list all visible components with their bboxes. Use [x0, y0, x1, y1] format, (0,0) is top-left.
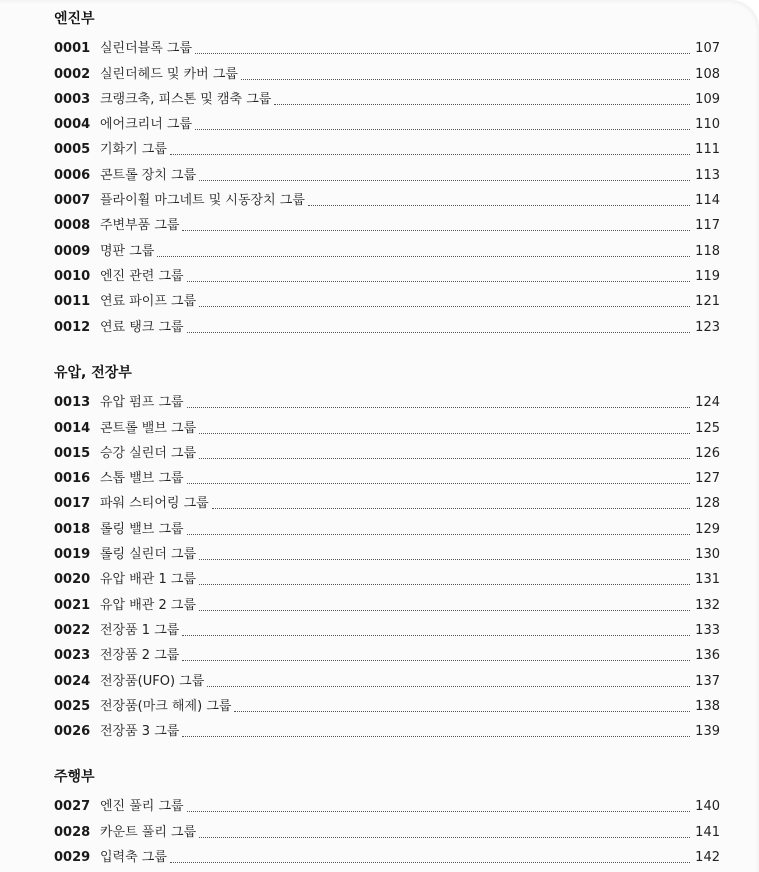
entry-label: 파워 스티어링 그룹: [100, 496, 209, 512]
toc-entry[interactable]: [54, 614, 720, 639]
entry-code: 0012: [54, 319, 91, 335]
dot-leader: [241, 78, 690, 80]
entry-code: 0025: [54, 698, 91, 714]
entry-page-number: 118: [695, 243, 720, 259]
entry-code: 0017: [54, 496, 91, 512]
dot-leader: [195, 52, 690, 54]
dot-leader: [274, 103, 690, 105]
dot-leader: [199, 179, 690, 181]
entry-label: 엔진 풀리 그룹: [100, 799, 184, 815]
entry-code: 0003: [54, 91, 91, 107]
dot-leader: [199, 457, 690, 459]
entry-code: 0023: [54, 648, 91, 664]
entry-label: 실린더블록 그룹: [100, 41, 193, 57]
toc-entry[interactable]: [54, 83, 720, 108]
entry-label: 연료 탱크 그룹: [100, 319, 184, 335]
entry-code: 0019: [54, 547, 91, 563]
entry-code: 0015: [54, 445, 91, 461]
entry-code: 0007: [54, 193, 91, 209]
entry-code: 0006: [54, 167, 91, 183]
dot-leader: [170, 153, 690, 155]
section-title: 유압, 전장부: [54, 365, 132, 381]
entry-label: 연료 파이프 그룹: [100, 294, 197, 310]
entry-page-number: 119: [695, 268, 720, 284]
dot-leader: [182, 229, 690, 231]
entry-page-number: 130: [695, 547, 720, 563]
entry-page-number: 111: [695, 142, 720, 158]
entry-page-number: 121: [695, 294, 720, 310]
entry-page-number: 125: [695, 420, 720, 436]
toc-entry[interactable]: [54, 437, 720, 462]
entry-page-number: 137: [695, 673, 720, 689]
entry-page-number: 110: [695, 117, 720, 133]
entry-label: 크랭크축, 피스톤 및 캠축 그룹: [100, 91, 272, 107]
dot-leader: [187, 331, 690, 333]
entry-label: 엔진 관련 그룹: [100, 268, 184, 284]
dot-leader: [199, 432, 690, 434]
toc-entry[interactable]: [54, 133, 720, 158]
entry-label: 전장품 3 그룹: [100, 724, 180, 740]
toc-entry[interactable]: [54, 411, 720, 436]
entry-page-number: 129: [695, 521, 720, 537]
dot-leader: [199, 583, 690, 585]
toc-entry[interactable]: [54, 32, 720, 57]
entry-label: 전장품(UFO) 그룹: [100, 673, 205, 689]
entry-code: 0018: [54, 521, 91, 537]
entry-page-number: 107: [695, 41, 720, 57]
dot-leader: [170, 861, 690, 863]
toc-entry[interactable]: [54, 815, 720, 840]
entry-code: 0026: [54, 724, 91, 740]
dot-leader: [187, 280, 690, 282]
section-drive: [54, 764, 720, 866]
entry-page-number: 140: [695, 799, 720, 815]
toc-entry[interactable]: [54, 538, 720, 563]
dot-leader: [212, 507, 690, 509]
entry-label: 롤링 밸브 그룹: [100, 521, 184, 537]
toc-entry[interactable]: [54, 310, 720, 335]
dot-leader: [234, 710, 690, 712]
toc-entry[interactable]: [54, 790, 720, 815]
dot-leader: [207, 685, 690, 687]
entry-label: 명판 그룹: [100, 243, 155, 259]
entry-code: 0028: [54, 824, 91, 840]
entry-label: 실린더헤드 및 카버 그룹: [100, 66, 238, 82]
entry-page-number: 117: [695, 218, 720, 234]
entry-page-number: 132: [695, 597, 720, 613]
dot-leader: [199, 836, 690, 838]
entry-code: 0011: [54, 294, 91, 310]
entry-page-number: 113: [695, 167, 720, 183]
entry-label: 전장품(마크 해제) 그룹: [100, 698, 232, 714]
entry-page-number: 131: [695, 572, 720, 588]
entry-code: 0008: [54, 218, 91, 234]
toc-entry[interactable]: [54, 462, 720, 487]
entry-label: 롤링 실린더 그룹: [100, 547, 197, 563]
entry-page-number: 114: [695, 193, 720, 209]
toc-entry[interactable]: [54, 285, 720, 310]
entry-label: 스톱 밸브 그룹: [100, 471, 184, 487]
entry-code: 0002: [54, 66, 91, 82]
entry-label: 유압 배관 1 그룹: [100, 572, 197, 588]
toc-entry[interactable]: [54, 512, 720, 537]
entry-code: 0005: [54, 142, 91, 158]
toc-entry[interactable]: [54, 639, 720, 664]
dot-leader: [182, 735, 690, 737]
dot-leader: [187, 406, 690, 408]
entry-code: 0024: [54, 673, 91, 689]
toc-entry[interactable]: [54, 57, 720, 82]
toc-entry[interactable]: [54, 690, 720, 715]
dot-leader: [187, 533, 690, 535]
entry-code: 0004: [54, 117, 91, 133]
toc-entry[interactable]: [54, 386, 720, 411]
dot-leader: [308, 204, 690, 206]
toc-entry[interactable]: [54, 260, 720, 285]
entry-page-number: 136: [695, 648, 720, 664]
entry-label: 전장품 2 그룹: [100, 648, 180, 664]
entry-code: 0029: [54, 849, 91, 865]
entry-page-number: 128: [695, 496, 720, 512]
entry-page-number: 108: [695, 66, 720, 82]
entry-code: 0013: [54, 395, 91, 411]
entry-page-number: 133: [695, 622, 720, 638]
entry-page-number: 141: [695, 824, 720, 840]
entry-label: 주변부품 그룹: [100, 218, 180, 234]
entry-code: 0021: [54, 597, 91, 613]
toc-entry[interactable]: [54, 234, 720, 259]
toc-entry[interactable]: [54, 588, 720, 613]
entry-code: 0020: [54, 572, 91, 588]
entry-label: 콘트롤 장치 그룹: [100, 167, 197, 183]
section-hydraulic-electric: [54, 360, 720, 740]
entry-page-number: 142: [695, 849, 720, 865]
toc-entry[interactable]: [54, 108, 720, 133]
entry-code: 0016: [54, 471, 91, 487]
entry-label: 에어크리너 그룹: [100, 117, 193, 133]
entry-code: 0001: [54, 41, 91, 57]
toc-entry[interactable]: [54, 184, 720, 209]
entry-code: 0009: [54, 243, 91, 259]
toc-entry[interactable]: [54, 209, 720, 234]
entry-label: 기화기 그룹: [100, 142, 167, 158]
entry-label: 유압 배관 2 그룹: [100, 597, 197, 613]
entry-label: 입력축 그룹: [100, 849, 167, 865]
entry-page-number: 109: [695, 91, 720, 107]
entry-code: 0027: [54, 799, 91, 815]
dot-leader: [199, 305, 690, 307]
entry-page-number: 139: [695, 724, 720, 740]
toc-entry[interactable]: [54, 841, 720, 866]
dot-leader: [182, 659, 690, 661]
dot-leader: [195, 128, 690, 130]
toc-entry[interactable]: [54, 664, 720, 689]
toc-entry[interactable]: [54, 158, 720, 183]
section-engine: [54, 6, 720, 336]
dot-leader: [182, 634, 690, 636]
section-title: 엔진부: [54, 11, 95, 27]
entry-code: 0014: [54, 420, 91, 436]
entry-label: 플라이휠 마그네트 및 시동장치 그룹: [100, 193, 305, 209]
dot-leader: [187, 810, 690, 812]
dot-leader: [187, 482, 690, 484]
entry-code: 0010: [54, 268, 91, 284]
section-title: 주행부: [54, 769, 95, 785]
entry-page-number: 123: [695, 319, 720, 335]
toc-entry[interactable]: [54, 715, 720, 740]
entry-page-number: 138: [695, 698, 720, 714]
dot-leader: [199, 609, 690, 611]
toc-entry[interactable]: [54, 487, 720, 512]
entry-page-number: 127: [695, 471, 720, 487]
entry-label: 승강 실린더 그룹: [100, 445, 197, 461]
entry-label: 전장품 1 그룹: [100, 622, 180, 638]
entry-label: 카운트 풀리 그룹: [100, 824, 197, 840]
dot-leader: [199, 558, 690, 560]
entry-page-number: 126: [695, 445, 720, 461]
dot-leader: [157, 255, 690, 257]
entry-label: 유압 펌프 그룹: [100, 395, 184, 411]
toc-entry[interactable]: [54, 563, 720, 588]
entry-page-number: 124: [695, 395, 720, 411]
entry-label: 콘트롤 밸브 그룹: [100, 420, 197, 436]
entry-code: 0022: [54, 622, 91, 638]
